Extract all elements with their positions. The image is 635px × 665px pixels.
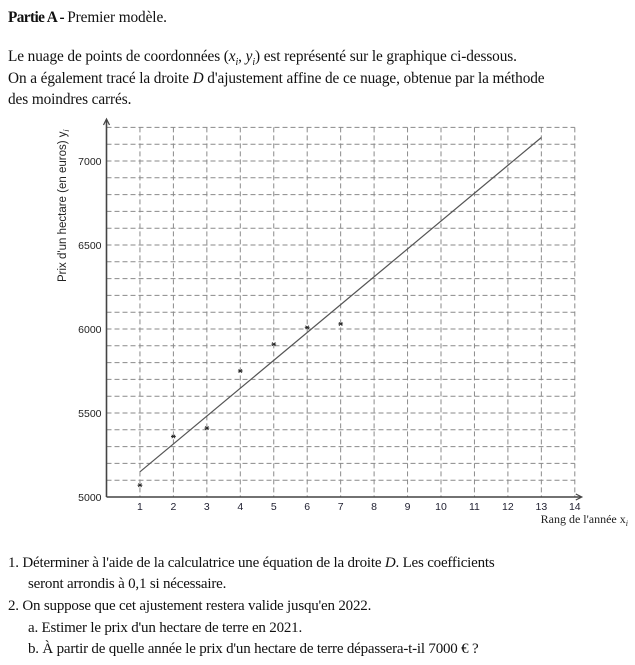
x-tick-label: 8 [371, 501, 378, 513]
x-tick-label: 5 [270, 501, 277, 513]
sub-i: i [235, 57, 239, 69]
x-tick-label: 3 [203, 501, 210, 513]
y-tick-label: 7000 [78, 156, 102, 168]
comma: , [238, 48, 246, 65]
var-y: y [245, 48, 253, 65]
var-x: x [228, 48, 236, 65]
x-tick-label: 4 [237, 501, 244, 513]
y-tick-label: 5000 [78, 492, 102, 504]
intro-text: d'ajustement affine de ce nuage, obtenue par la méthode [203, 70, 545, 87]
x-tick-label: 14 [568, 501, 581, 513]
x-tick-label: 2 [170, 501, 177, 513]
intro-text: On a également tracé la droite [8, 70, 193, 87]
y-tick-label: 5500 [78, 408, 102, 420]
y-tick-labels [78, 156, 102, 504]
x-tick-label: 12 [502, 501, 514, 513]
intro-line-2 [8, 70, 545, 88]
part-separator: - [56, 9, 68, 26]
question-2b: b. À partir de quelle année le prix d'un hectare de terre dépassera-t-il 7000 € ? [28, 641, 479, 657]
intro-text: Le nuage de points de coordonnées ( [8, 48, 229, 65]
x-tick-label: 13 [535, 501, 548, 513]
intro-text: ) est représenté sur le graphique ci-dessous. [255, 48, 517, 65]
question-1-line-2: seront arrondis à 0,1 si nécessaire. [28, 576, 227, 592]
part-title: Premier modèle. [67, 9, 167, 26]
y-axis-label-sub: i [62, 129, 71, 132]
var-d: D [192, 70, 204, 87]
y-axis-label-text: Prix d'un hectare (en euros) y [57, 131, 69, 282]
x-tick-labels [137, 501, 581, 513]
var-d: D [384, 555, 396, 571]
question-1-line-1 [8, 555, 494, 572]
y-tick-label: 6500 [78, 240, 102, 252]
x-tick-label: 1 [137, 501, 143, 513]
question-2: 2. On suppose que cet ajustement restera valide jusqu'en 2022. [8, 598, 372, 614]
x-tick-label: 11 [468, 501, 480, 513]
x-axis-label [541, 512, 628, 528]
question-text: 1. Déterminer à l'aide de la calculatrice une équation de la droite [8, 555, 385, 571]
intro-line-1 [8, 48, 517, 68]
y-tick-label: 6000 [78, 324, 102, 336]
x-axis-label-text: Rang de l'année x [540, 512, 626, 526]
intro-line-3: des moindres carrés. [8, 91, 132, 108]
x-axis-label-sub: i [625, 519, 628, 528]
part-label: Partie A [8, 9, 57, 26]
x-tick-label: 6 [304, 501, 311, 513]
question-2a: a. Estimer le prix d'un hectare de terre en 2021. [28, 620, 303, 636]
y-axis-label [57, 130, 71, 283]
part-heading [8, 9, 167, 27]
x-tick-label: 7 [337, 501, 344, 513]
scatter-chart [0, 110, 635, 540]
sub-i: i [252, 57, 256, 69]
question-text: . Les coefficients [395, 555, 495, 571]
x-tick-label: 9 [404, 501, 411, 513]
x-tick-label: 10 [435, 501, 447, 513]
